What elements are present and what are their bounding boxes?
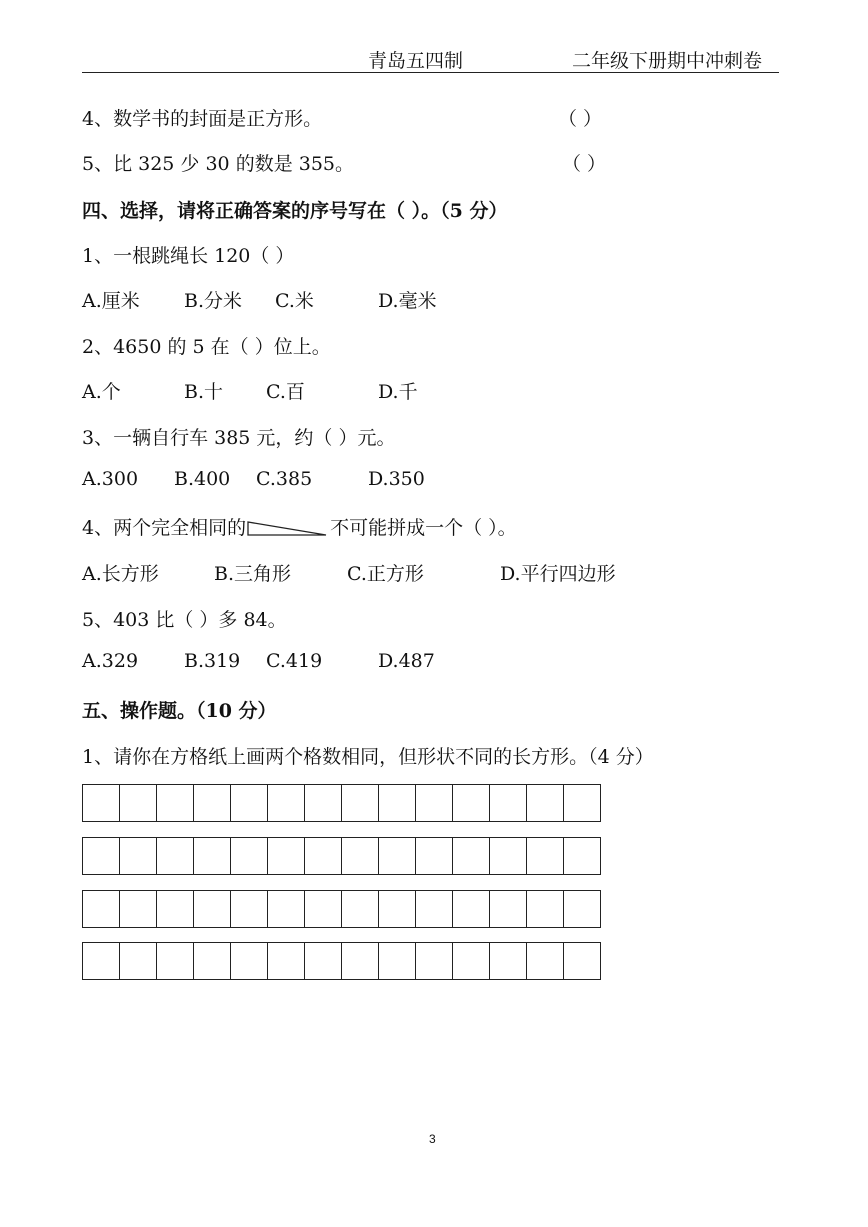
grid-cell[interactable] — [304, 784, 342, 822]
grid-cell[interactable] — [489, 942, 527, 980]
header-left: 青岛五四制 — [368, 50, 464, 72]
s4-q4-option-d: D.平行四边形 — [500, 563, 616, 585]
grid-cell[interactable] — [119, 890, 157, 928]
grid-cell[interactable] — [452, 837, 490, 875]
judge-q5-answer-paren: （ ） — [562, 153, 607, 175]
grid-cell[interactable] — [526, 837, 564, 875]
grid-cell[interactable] — [526, 784, 564, 822]
grid-cell[interactable] — [341, 784, 379, 822]
s4-q3-stem: 3、一辆自行车 385 元，约（ ）元。 — [82, 427, 396, 449]
s4-q5-option-b: B.319 — [184, 650, 241, 672]
grid-cell[interactable] — [230, 784, 268, 822]
grid-cell[interactable] — [119, 784, 157, 822]
s4-q5-option-d: D.487 — [378, 650, 435, 672]
grid-cell[interactable] — [489, 837, 527, 875]
grid-cell[interactable] — [156, 837, 194, 875]
grid-cell[interactable] — [267, 837, 305, 875]
s4-q2-option-d: D.千 — [378, 381, 418, 403]
grid-row — [82, 837, 600, 875]
s4-q2-option-a: A.个 — [82, 381, 121, 403]
s4-q4-option-b: B.三角形 — [214, 563, 292, 585]
grid-cell[interactable] — [304, 942, 342, 980]
s4-q1-option-a: A.厘米 — [82, 290, 140, 312]
s4-q2-stem: 2、4650 的 5 在（ ）位上。 — [82, 336, 331, 358]
grid-cell[interactable] — [489, 784, 527, 822]
grid-cell[interactable] — [378, 837, 416, 875]
grid-cell[interactable] — [415, 942, 453, 980]
grid-cell[interactable] — [193, 784, 231, 822]
grid-cell[interactable] — [378, 942, 416, 980]
grid-cell[interactable] — [341, 837, 379, 875]
s4-q1-stem: 1、一根跳绳长 120（ ） — [82, 245, 295, 267]
grid-row — [82, 890, 600, 928]
s4-q5-option-c: C.419 — [266, 650, 323, 672]
section4-title: 四、选择，请将正确答案的序号写在（ ）。（5 分） — [82, 200, 508, 222]
section5-title: 五、操作题。（10 分） — [82, 700, 277, 722]
s5-q1-stem: 1、请你在方格纸上画两个格数相同，但形状不同的长方形。（4 分） — [82, 746, 654, 768]
grid-cell[interactable] — [415, 784, 453, 822]
s4-q3-option-d: D.350 — [368, 468, 425, 490]
grid-row — [82, 942, 600, 980]
grid-cell[interactable] — [526, 942, 564, 980]
grid-cell[interactable] — [193, 837, 231, 875]
right-triangle-figure — [246, 519, 330, 539]
grid-cell[interactable] — [82, 784, 120, 822]
grid-cell[interactable] — [193, 942, 231, 980]
s4-q4-option-a: A.长方形 — [82, 563, 159, 585]
grid-cell[interactable] — [526, 890, 564, 928]
grid-cell[interactable] — [489, 890, 527, 928]
grid-cell[interactable] — [341, 890, 379, 928]
s4-q2-option-b: B.十 — [184, 381, 224, 403]
header-rule — [82, 72, 779, 73]
s4-q2-option-c: C.百 — [266, 381, 305, 403]
s4-q5-stem: 5、403 比（ ）多 84。 — [82, 609, 287, 631]
grid-cell[interactable] — [452, 784, 490, 822]
judge-q5: 5、比 325 少 30 的数是 355。 — [82, 153, 354, 175]
header-right: 二年级下册期中冲刺卷 — [572, 50, 763, 72]
grid-cell[interactable] — [230, 942, 268, 980]
grid-cell[interactable] — [267, 784, 305, 822]
grid-cell[interactable] — [82, 890, 120, 928]
grid-cell[interactable] — [267, 890, 305, 928]
s4-q1-option-b: B.分米 — [184, 290, 243, 312]
s4-q4-option-c: C.正方形 — [347, 563, 424, 585]
grid-cell[interactable] — [119, 837, 157, 875]
s4-q3-option-b: B.400 — [174, 468, 231, 490]
s4-q1-option-c: C.米 — [275, 290, 314, 312]
grid-cell[interactable] — [563, 942, 601, 980]
grid-cell[interactable] — [378, 784, 416, 822]
grid-cell[interactable] — [563, 890, 601, 928]
grid-cell[interactable] — [378, 890, 416, 928]
grid-cell[interactable] — [563, 784, 601, 822]
grid-cell[interactable] — [452, 890, 490, 928]
judge-q4-answer-paren: （ ） — [558, 108, 603, 130]
grid-cell[interactable] — [267, 942, 305, 980]
grid-cell[interactable] — [156, 784, 194, 822]
grid-row — [82, 784, 600, 822]
s4-q4-stem-row — [82, 513, 517, 540]
grid-cell[interactable] — [304, 837, 342, 875]
grid-cell[interactable] — [193, 890, 231, 928]
s4-q1-option-d: D.毫米 — [378, 290, 437, 312]
s4-q4-stem-before: 4、两个完全相同的 — [82, 517, 247, 539]
s4-q3-option-a: A.300 — [82, 468, 139, 490]
grid-cell[interactable] — [119, 942, 157, 980]
grid-cell[interactable] — [156, 942, 194, 980]
grid-cell[interactable] — [415, 837, 453, 875]
s4-q5-option-a: A.329 — [82, 650, 139, 672]
grid-cell[interactable] — [82, 837, 120, 875]
grid-cell[interactable] — [563, 837, 601, 875]
s4-q4-stem-after: 不可能拼成一个（ ）。 — [330, 517, 517, 539]
grid-cell[interactable] — [230, 837, 268, 875]
grid-cell[interactable] — [452, 942, 490, 980]
grid-cell[interactable] — [230, 890, 268, 928]
s4-q3-option-c: C.385 — [256, 468, 313, 490]
grid-cell[interactable] — [304, 890, 342, 928]
grid-cell[interactable] — [82, 942, 120, 980]
judge-q4: 4、数学书的封面是正方形。 — [82, 108, 323, 130]
page-number: 3 — [429, 1132, 436, 1146]
grid-cell[interactable] — [415, 890, 453, 928]
grid-cell[interactable] — [341, 942, 379, 980]
grid-cell[interactable] — [156, 890, 194, 928]
